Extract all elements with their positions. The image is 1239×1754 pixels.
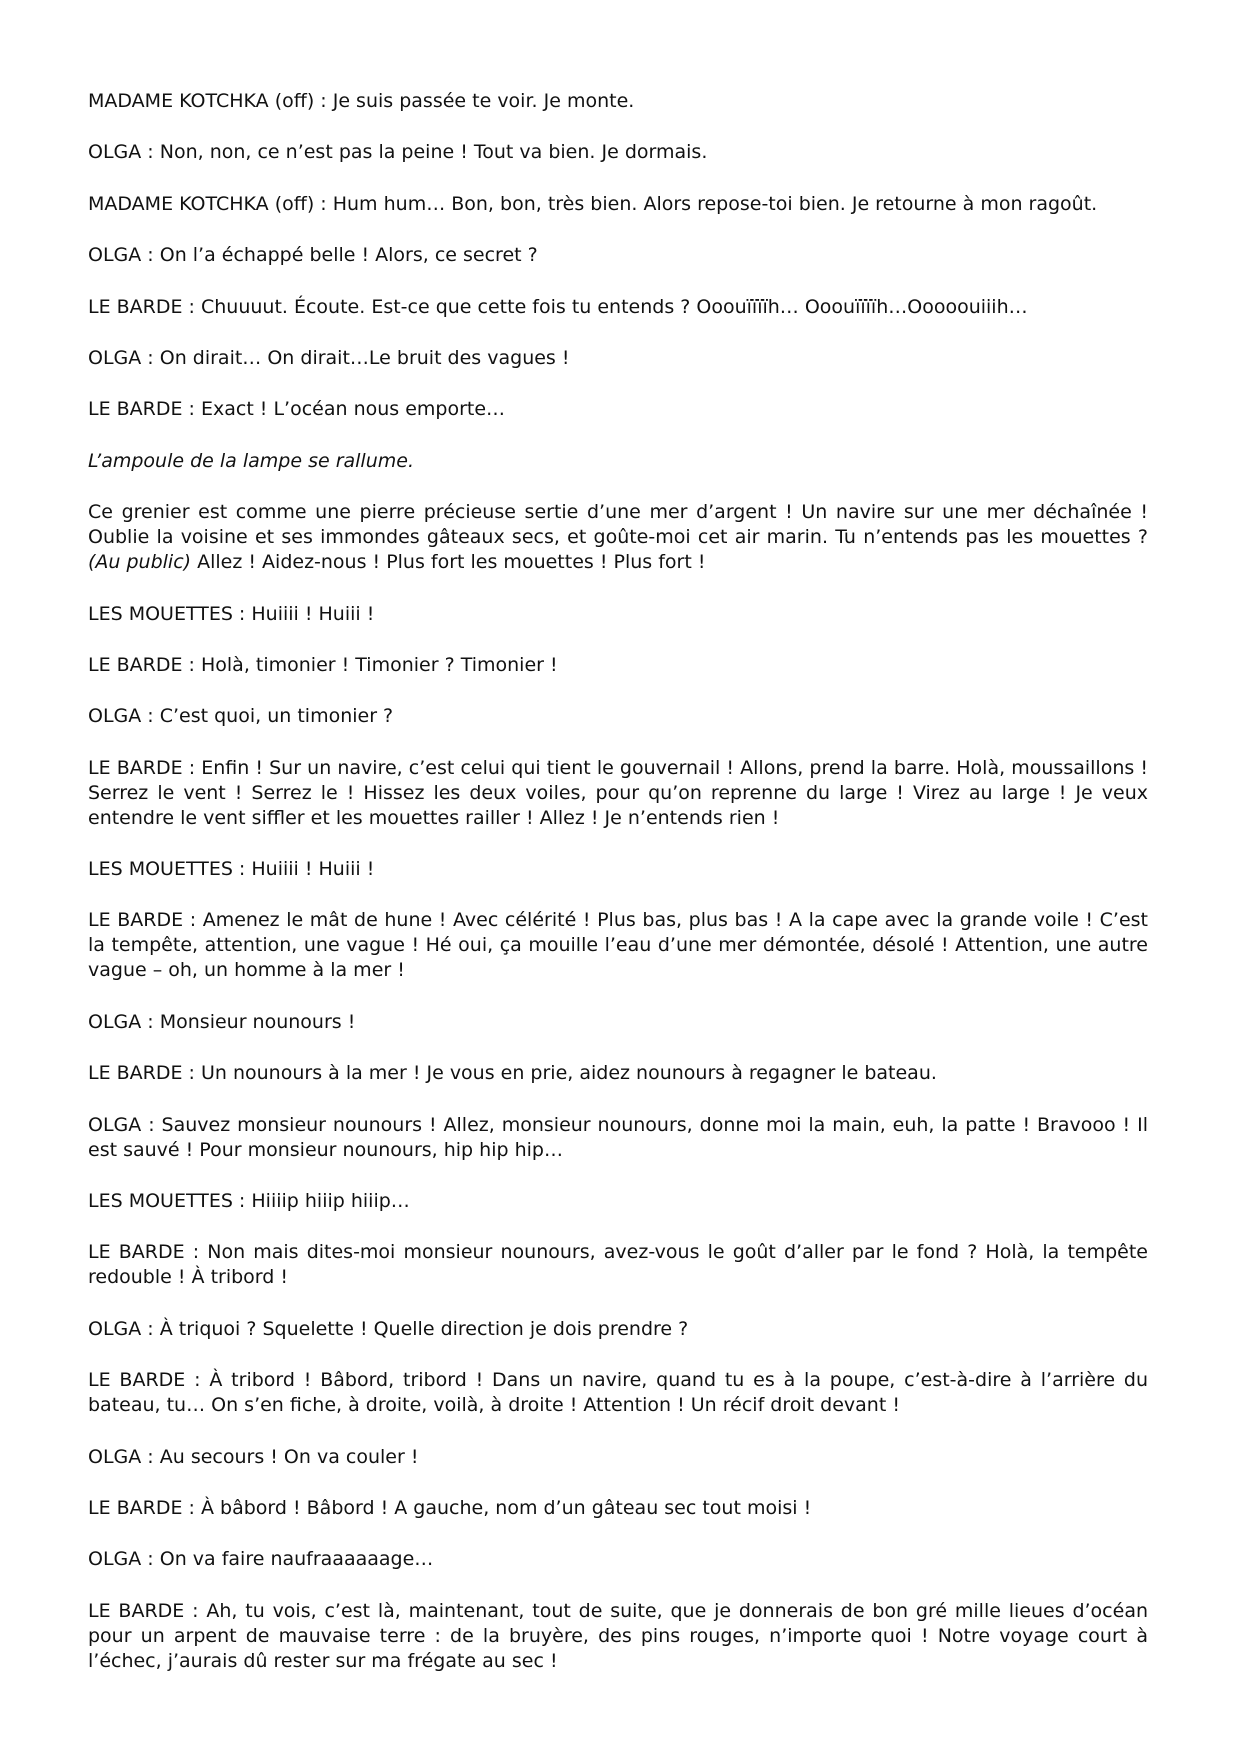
dialogue-line — [88, 756, 1148, 831]
paragraph-text: LE BARDE : Non mais dites-moi monsieur nounours, avez-vous le goût d’aller par le fond ? Holà, la tempête redouble ! À tribord ! — [88, 1241, 1148, 1289]
stage-direction — [88, 449, 1148, 474]
dialogue-line — [88, 908, 1148, 983]
dialogue-line — [88, 1368, 1148, 1418]
dialogue-line — [88, 1061, 1148, 1086]
dialogue-line — [88, 295, 1148, 320]
paragraph-text: LE BARDE : À bâbord ! Bâbord ! A gauche, nom d’un gâteau sec tout moisi ! — [88, 1496, 812, 1519]
paragraph-text: OLGA : Monsieur nounours ! — [88, 1010, 356, 1033]
dialogue-line — [88, 1599, 1148, 1674]
paragraph-text: OLGA : Sauvez monsieur nounours ! Allez, monsieur nounours, donne moi la main, euh, la patte ! Bravooo ! Il est sauvé ! Pour monsieur nounours, hip hip hip… — [88, 1113, 1148, 1161]
paragraph-text: OLGA : On va faire naufraaaaaage… — [88, 1548, 434, 1571]
paragraph-text: LES MOUETTES : Huiiii ! Huiii ! — [88, 858, 375, 881]
paragraph-text: Ce grenier est comme une pierre précieuse sertie d’une mer d’argent ! Un navire sur une mer déchaînée ! Oublie la voisine et ses immondes gâteaux secs, et goûte-moi cet air marin. Tu n’entends pas les mouettes ? — [88, 501, 1148, 549]
paragraph-text: OLGA : Au secours ! On va couler ! — [88, 1445, 419, 1468]
dialogue-line — [88, 346, 1148, 371]
paragraph-text: OLGA : On dirait… On dirait…Le bruit des vagues ! — [88, 346, 570, 369]
paragraph-text: LE BARDE : Enfin ! Sur un navire, c’est celui qui tient le gouvernail ! Allons, prend la barre. Holà, moussaillons ! Serrez le vent ! Serrez le ! Hissez les deux voiles, pour qu’on reprenne du large ! Virez au large ! Je veux entendre le vent siffler et les mouettes railler ! Allez ! Je n’entends rien ! — [88, 756, 1148, 829]
dialogue-line — [88, 1189, 1148, 1214]
dialogue-line — [88, 704, 1148, 729]
dialogue-line — [88, 857, 1148, 882]
paragraph-text: LES MOUETTES : Huiiii ! Huiii ! — [88, 602, 375, 625]
dialogue-line — [88, 192, 1148, 217]
paragraph-text: LE BARDE : Amenez le mât de hune ! Avec célérité ! Plus bas, plus bas ! A la cape avec la grande voile ! C’est la tempête, attention, une vague ! Hé oui, ça mouille l’eau d’une mer démontée, désolé ! Attention, une autre vague – oh, un homme à la mer ! — [88, 909, 1148, 982]
dialogue-line — [88, 1445, 1148, 1470]
dialogue-line — [88, 140, 1148, 165]
paragraph-text: LES MOUETTES : Hiiiip hiiip hiiip… — [88, 1190, 410, 1213]
paragraph-text: OLGA : Non, non, ce n’est pas la peine ! Tout va bien. Je dormais. — [88, 141, 708, 164]
dialogue-line — [88, 602, 1148, 627]
paragraph-text: LE BARDE : Ah, tu vois, c’est là, maintenant, tout de suite, que je donnerais de bon gré mille lieues d’océan pour un arpent de mauvaise terre : de la bruyère, des pins rouges, n’importe quoi ! Notre voyage court à l’échec, j’aurais dû rester sur ma frégate au sec ! — [88, 1599, 1148, 1672]
dialogue-line — [88, 1317, 1148, 1342]
dialogue-line — [88, 1240, 1148, 1290]
dialogue-line — [88, 1547, 1148, 1572]
script-text — [88, 89, 1148, 1700]
paragraph-text: LE BARDE : Chuuuut. Écoute. Est-ce que cette fois tu entends ? Ooouïïïïh… Ooouïïïïh…Ooooouiiih… — [88, 295, 1028, 318]
paragraph-text: LE BARDE : Exact ! L’océan nous emporte… — [88, 398, 506, 421]
paragraph-text: MADAME KOTCHKA (off) : Je suis passée te voir. Je monte. — [88, 90, 635, 112]
paragraph-text: MADAME KOTCHKA (off) : Hum hum… Bon, bon, très bien. Alors repose-toi bien. Je retourne à mon ragoût. — [88, 192, 1098, 215]
dialogue-line — [88, 653, 1148, 678]
dialogue-line — [88, 89, 1148, 114]
paragraph-text: OLGA : On l’a échappé belle ! Alors, ce secret ? — [88, 244, 538, 267]
dialogue-line — [88, 243, 1148, 268]
dialogue-line — [88, 1496, 1148, 1521]
dialogue-line — [88, 500, 1148, 575]
paragraph-text: OLGA : C’est quoi, un timonier ? — [88, 705, 394, 728]
paragraph-text: LE BARDE : Holà, timonier ! Timonier ? Timonier ! — [88, 653, 558, 676]
paragraph-text: LE BARDE : Un nounours à la mer ! Je vous en prie, aidez nounours à regagner le bateau. — [88, 1062, 937, 1085]
stage-aside: (Au public) — [88, 551, 192, 574]
paragraph-text: OLGA : À triquoi ? Squelette ! Quelle direction je dois prendre ? — [88, 1317, 689, 1340]
paragraph-text: L’ampoule de la lampe se rallume. — [88, 449, 414, 472]
dialogue-line — [88, 1010, 1148, 1035]
dialogue-line — [88, 397, 1148, 422]
paragraph-text: LE BARDE : À tribord ! Bâbord, tribord ! Dans un navire, quand tu es à la poupe, c’est-à-dire à l’arrière du bateau, tu… On s’en fiche, à droite, voilà, à droite ! Attention ! Un récif droit devant ! — [88, 1369, 1148, 1417]
dialogue-line — [88, 1113, 1148, 1163]
paragraph-text-continued: Allez ! Aidez-nous ! Plus fort les mouettes ! Plus fort ! — [197, 551, 706, 574]
